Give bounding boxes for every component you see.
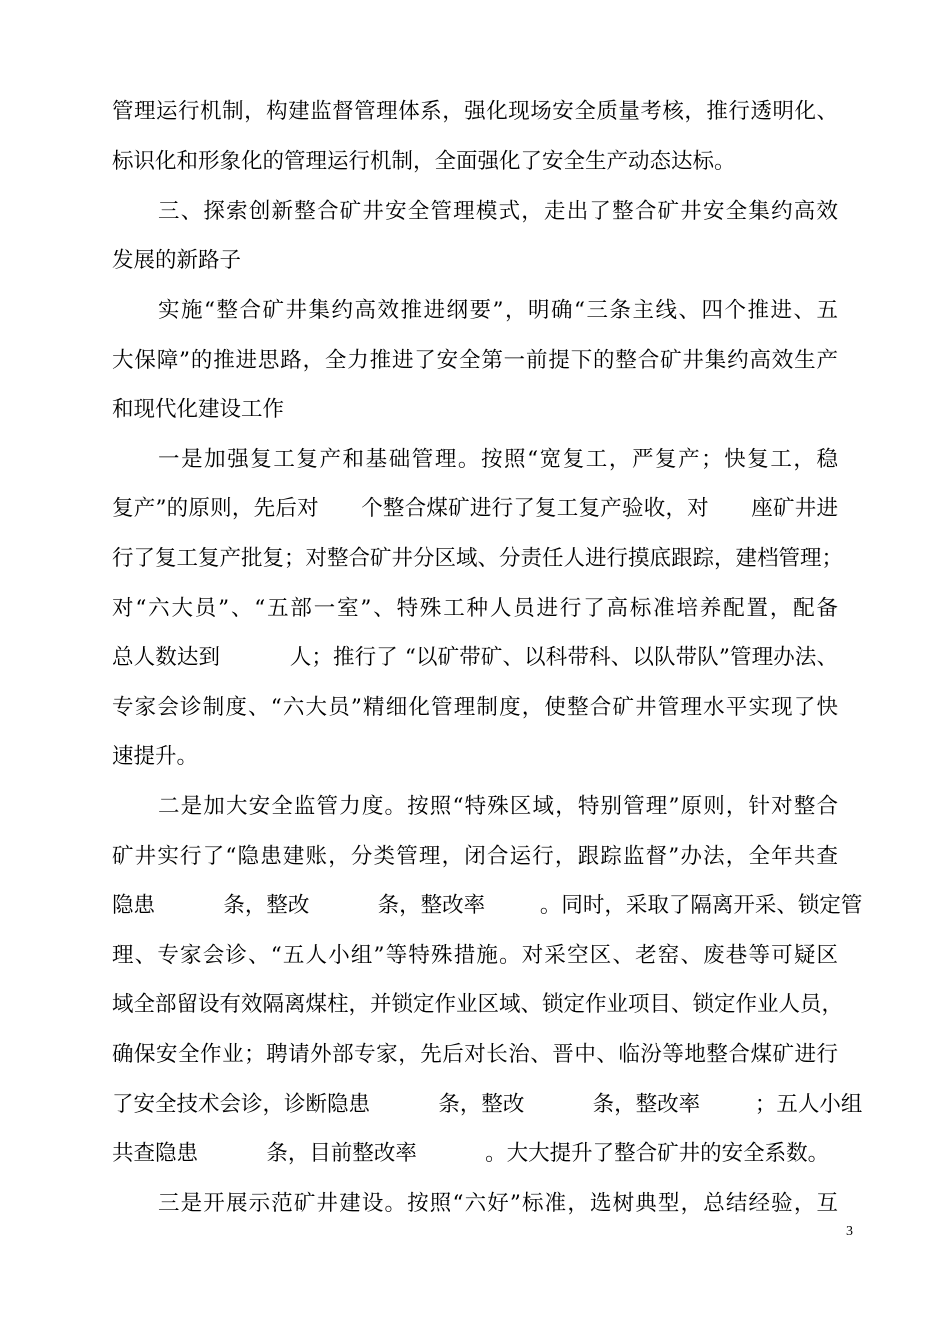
page-number: 3 [846, 1224, 853, 1239]
text-line: 总人数达到 人；推行了 “以矿带矿、以科带科、以队带队”管理办法、 [112, 645, 838, 670]
text-line: 了安全技术会诊，诊断隐患 条，整改 条，整改率 ；五人小组 [112, 1092, 863, 1117]
text-line: 管理运行机制，构建监督管理体系，强化现场安全质量考核，推行透明化、 [112, 99, 838, 124]
text-line: 行了复工复产批复；对整合矿井分区域、分责任人进行摸底跟踪，建档管理； [112, 546, 844, 571]
text-line: 域全部留设有效隔离煤柱，并锁定作业区域、锁定作业项目、锁定作业人员， [112, 992, 844, 1017]
section-heading-line: 发展的新路子 [112, 248, 242, 273]
text-line: 复产”的原则，先后对 个整合煤矿进行了复工复产验收，对 座矿井进 [112, 496, 838, 521]
text-line: 隐患 条，整改 条，整改率 。同时，采取了隔离开采、锁定管 [112, 893, 863, 918]
text-line: 理、专家会诊、“五人小组”等特殊措施。对采空区、老窑、废巷等可疑区 [112, 943, 838, 968]
text-line: 速提升。 [112, 744, 199, 769]
text-line: 大保障”的推进思路，全力推进了安全第一前提下的整合矿井集约高效生产 [112, 348, 838, 373]
text-line: 和现代化建设工作 [112, 397, 285, 422]
section-heading-line: 三、探索创新整合矿井安全管理模式，走出了整合矿井安全集约高效 [158, 199, 838, 224]
text-line: 确保安全作业；聘请外部专家，先后对长治、晋中、临汾等地整合煤矿进行 [112, 1042, 838, 1067]
text-line: 对“六大员”、“五部一室”、特殊工种人员进行了高标准培养配置，配备 [112, 596, 838, 621]
text-line: 专家会诊制度、“六大员”精细化管理制度，使整合矿井管理水平实现了快 [112, 695, 838, 720]
text-line: 二是加大安全监管力度。按照“特殊区域，特别管理”原则，针对整合 [158, 794, 838, 819]
text-line: 一是加强复工复产和基础管理。按照“宽复工，严复产；快复工，稳 [158, 447, 838, 472]
text-line: 矿井实行了“隐患建账，分类管理，闭合运行，跟踪监督”办法，全年共查 [112, 844, 838, 869]
text-line: 标识化和形象化的管理运行机制，全面强化了安全生产动态达标。 [112, 149, 736, 174]
text-line: 共查隐患 条，目前整改率 。大大提升了整合矿井的安全系数。 [112, 1141, 830, 1166]
text-line: 三是开展示范矿井建设。按照“六好”标准，选树典型，总结经验，互 [158, 1191, 838, 1216]
text-line: 实施“整合矿井集约高效推进纲要”，明确“三条主线、四个推进、五 [158, 298, 838, 323]
